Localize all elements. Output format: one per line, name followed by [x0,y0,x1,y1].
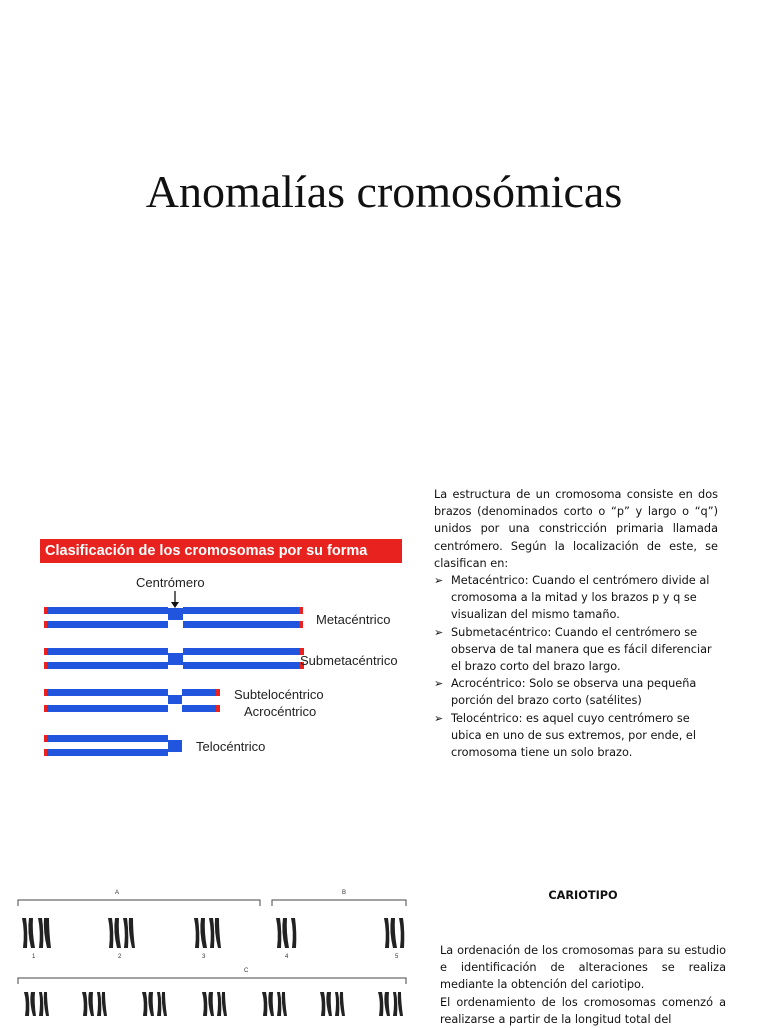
arrow-bullet-icon: ➢ [434,574,444,588]
label-telocentric: Telocéntrico [196,739,266,754]
chromosome-classification-figure [36,535,408,767]
intro-paragraph: La estructura de un cromosoma consiste en dos brazos (denominados corto o “p” y largo o “q”) unidos por una constricción primaria llamada centrómero. Según la localización de este, se clasifican en: [434,488,718,570]
chromosome-structure-description [434,486,718,761]
chromosome-diagram [36,535,408,767]
karyotype-image [10,888,410,1024]
karyotype-paragraph: El ordenamiento de los cromosomas comenzó a realizarse a partir de la longitud total del [440,995,726,1026]
arrow-bullet-icon: ➢ [434,677,444,691]
list-item: ➢ Acrocéntrico: Solo se observa una pequeña porción del brazo corto (satélites) [434,677,697,708]
figure-header: Clasificación de los cromosomas por su forma [40,539,402,563]
centromere-label: Centrómero [136,575,205,590]
subtelocentric-chromosome [44,689,220,712]
chromosome-number-5: 5 [395,954,399,960]
group-label-c: C [244,968,249,974]
classification-list [434,572,718,761]
chromosome-number-3: 3 [202,954,206,960]
label-subtelocentric: Subtelocéntrico [234,687,324,702]
group-label-b: B [342,890,347,896]
chromosome-number-2: 2 [118,954,122,960]
submetacentric-chromosome [44,648,304,669]
list-item: ➢ Metacéntrico: Cuando el centrómero divide al cromosoma a la mitad y los brazos p y q se visualizan del mismo tamaño. [434,574,710,622]
label-acrocentric: Acrocéntrico [244,704,317,719]
centromere-arrow [171,591,179,608]
label-submetacentric: Submetacéntrico [300,653,398,668]
arrow-bullet-icon: ➢ [434,625,444,639]
slide-title: Anomalías cromosómicas [145,166,623,217]
chromosome-number-1: 1 [32,954,36,960]
list-item: ➢ Submetacéntrico: Cuando el centrómero se observa de tal manera que es fácil diferenciar el brazo corto del brazo largo. [434,625,712,674]
karyotype-description [440,942,726,1028]
arrow-bullet-icon: ➢ [434,711,444,725]
list-item: ➢ Telocéntrico: es aquel cuyo centrómero se ubica en uno de sus extremos, por ende, el cromosoma tiene un solo brazo. [434,711,696,760]
telocentric-chromosome [44,735,182,756]
metacentric-chromosome [44,607,303,628]
label-metacentric: Metacéntrico [316,612,391,627]
chromosome-number-4: 4 [285,954,289,960]
karyotype-heading: CARIOTIPO [548,889,618,902]
group-label-a: A [115,890,120,896]
karyotype-paragraph: La ordenación de los cromosomas para su estudio e identificación de alteraciones se realiza mediante la obtención del cariotipo. [440,944,726,992]
karyotype-drawing [10,888,410,1024]
